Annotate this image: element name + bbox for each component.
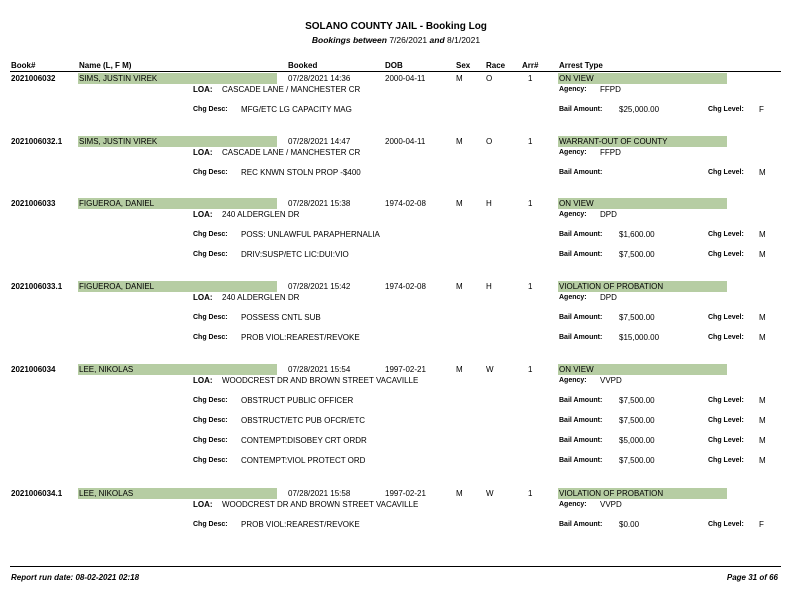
booked-datetime: 07/28/2021 14:47 [288, 137, 351, 146]
chg-desc-label: Chg Desc: [193, 251, 228, 258]
agency-value: FFPD [600, 85, 621, 94]
report-title: SOLANO COUNTY JAIL - Booking Log [305, 21, 487, 32]
agency-label: Agency: [559, 294, 587, 301]
date-of-birth: 1974-02-08 [385, 282, 426, 291]
agency-label: Agency: [559, 501, 587, 508]
header-rule [10, 71, 781, 72]
agency-label: Agency: [559, 211, 587, 218]
charge-level: M [759, 456, 766, 465]
date-of-birth: 1997-02-21 [385, 365, 426, 374]
race-value: H [486, 199, 492, 208]
book-number: 2021006032 [11, 74, 56, 83]
race-value: O [486, 137, 493, 146]
sex-value: M [456, 489, 463, 498]
sex-value: M [456, 282, 463, 291]
agency-label: Agency: [559, 377, 587, 384]
chg-desc-label: Chg Desc: [193, 457, 228, 464]
loa-value: WOODCREST DR AND BROWN STREET VACAVILLE [222, 500, 419, 509]
charge-description: PROB VIOL:REAREST/REVOKE [241, 333, 360, 342]
bail-amount: $5,000.00 [619, 436, 655, 445]
subtitle-and: and [429, 35, 445, 45]
arrest-count: 1 [528, 199, 533, 208]
column-header-race: Race [486, 61, 506, 70]
chg-level-label: Chg Level: [708, 437, 744, 444]
sex-value: M [456, 74, 463, 83]
chg-desc-label: Chg Desc: [193, 169, 228, 176]
loa-value: CASCADE LANE / MANCHESTER CR [222, 148, 361, 157]
arrest-count: 1 [528, 489, 533, 498]
inmate-name-highlight: FIGUEROA, DANIEL [78, 281, 277, 292]
bail-amount-label: Bail Amount: [559, 231, 603, 238]
column-header-dob: DOB [385, 61, 403, 70]
charge-level: M [759, 230, 766, 239]
charge-level: F [759, 520, 764, 529]
chg-level-label: Chg Level: [708, 521, 744, 528]
charge-level: M [759, 416, 766, 425]
bail-amount-label: Bail Amount: [559, 169, 603, 176]
arrest-count: 1 [528, 365, 533, 374]
agency-label: Agency: [559, 149, 587, 156]
agency-label: Agency: [559, 86, 587, 93]
chg-desc-label: Chg Desc: [193, 397, 228, 404]
charge-level: M [759, 436, 766, 445]
charge-description: REC KNWN STOLN PROP -$400 [241, 168, 361, 177]
bail-amount-label: Bail Amount: [559, 334, 603, 341]
agency-value: VVPD [600, 376, 622, 385]
chg-desc-label: Chg Desc: [193, 417, 228, 424]
bail-amount: $7,500.00 [619, 313, 655, 322]
bail-amount: $1,600.00 [619, 230, 655, 239]
bail-amount-label: Bail Amount: [559, 437, 603, 444]
date-of-birth: 2000-04-11 [385, 74, 426, 83]
loa-label: LOA: [193, 148, 213, 157]
date-of-birth: 1997-02-21 [385, 489, 426, 498]
chg-desc-label: Chg Desc: [193, 521, 228, 528]
bail-amount-label: Bail Amount: [559, 314, 603, 321]
sex-value: M [456, 137, 463, 146]
bail-amount: $7,500.00 [619, 250, 655, 259]
start-date: 7/26/2021 [389, 35, 428, 45]
arrest-type-highlight: ON VIEW [558, 198, 727, 209]
bail-amount: $25,000.00 [619, 105, 660, 114]
bail-amount-label: Bail Amount: [559, 417, 603, 424]
book-number: 2021006032.1 [11, 137, 63, 146]
column-header-booked: Booked [288, 61, 318, 70]
charge-description: CONTEMPT:VIOL PROTECT ORD [241, 456, 366, 465]
charge-description: OBSTRUCT PUBLIC OFFICER [241, 396, 354, 405]
chg-desc-label: Chg Desc: [193, 437, 228, 444]
bail-amount: $7,500.00 [619, 396, 655, 405]
booked-datetime: 07/28/2021 15:54 [288, 365, 351, 374]
chg-desc-label: Chg Desc: [193, 334, 228, 341]
race-value: W [486, 489, 494, 498]
arrest-type-highlight: ON VIEW [558, 73, 727, 84]
chg-level-label: Chg Level: [708, 169, 744, 176]
loa-value: 240 ALDERGLEN DR [222, 293, 300, 302]
column-header-arrest-type: Arrest Type [559, 61, 603, 70]
chg-desc-label: Chg Desc: [193, 314, 228, 321]
bail-amount-label: Bail Amount: [559, 521, 603, 528]
booked-datetime: 07/28/2021 15:58 [288, 489, 351, 498]
charge-level: M [759, 333, 766, 342]
column-header-sex: Sex [456, 61, 471, 70]
loa-value: WOODCREST DR AND BROWN STREET VACAVILLE [222, 376, 419, 385]
bail-amount-label: Bail Amount: [559, 106, 603, 113]
sex-value: M [456, 199, 463, 208]
chg-desc-label: Chg Desc: [193, 106, 228, 113]
loa-label: LOA: [193, 210, 213, 219]
inmate-name-highlight: SIMS, JUSTIN VIREK [78, 136, 277, 147]
chg-level-label: Chg Level: [708, 417, 744, 424]
loa-label: LOA: [193, 376, 213, 385]
agency-value: DPD [600, 210, 617, 219]
charge-description: OBSTRUCT/ETC PUB OFCR/ETC [241, 416, 366, 425]
footer-rule [10, 566, 781, 567]
agency-value: FFPD [600, 148, 621, 157]
charge-level: M [759, 313, 766, 322]
date-of-birth: 2000-04-11 [385, 137, 426, 146]
loa-label: LOA: [193, 85, 213, 94]
bail-amount: $7,500.00 [619, 456, 655, 465]
agency-value: DPD [600, 293, 617, 302]
booked-datetime: 07/28/2021 14:36 [288, 74, 351, 83]
charge-level: M [759, 168, 766, 177]
loa-value: CASCADE LANE / MANCHESTER CR [222, 85, 361, 94]
charge-description: PROB VIOL:REAREST/REVOKE [241, 520, 360, 529]
book-number: 2021006034 [11, 365, 56, 374]
book-number: 2021006033.1 [11, 282, 63, 291]
race-value: H [486, 282, 492, 291]
booked-datetime: 07/28/2021 15:42 [288, 282, 351, 291]
sex-value: M [456, 365, 463, 374]
booked-datetime: 07/28/2021 15:38 [288, 199, 351, 208]
bail-amount: $0.00 [619, 520, 640, 529]
loa-label: LOA: [193, 500, 213, 509]
charge-description: DRIV:SUSP/ETC LIC:DUI:VIO [241, 250, 349, 259]
chg-desc-label: Chg Desc: [193, 231, 228, 238]
subtitle-prefix: Bookings between [311, 35, 387, 45]
bail-amount-label: Bail Amount: [559, 251, 603, 258]
charge-level: F [759, 105, 764, 114]
column-header-arr: Arr# [522, 61, 539, 70]
arrest-type-highlight: VIOLATION OF PROBATION [558, 488, 727, 499]
charge-description: POSSESS CNTL SUB [241, 313, 321, 322]
chg-level-label: Chg Level: [708, 106, 744, 113]
arrest-type-highlight: ON VIEW [558, 364, 727, 375]
arrest-count: 1 [528, 282, 533, 291]
inmate-name-highlight: LEE, NIKOLAS [78, 488, 277, 499]
bail-amount-label: Bail Amount: [559, 457, 603, 464]
bail-amount: $7,500.00 [619, 416, 655, 425]
bail-amount-label: Bail Amount: [559, 397, 603, 404]
end-date: 8/1/2021 [447, 35, 481, 45]
inmate-name-highlight: SIMS, JUSTIN VIREK [78, 73, 277, 84]
book-number: 2021006033 [11, 199, 56, 208]
arrest-type-highlight: WARRANT-OUT OF COUNTY [558, 136, 727, 147]
arrest-type-highlight: VIOLATION OF PROBATION [558, 281, 727, 292]
chg-level-label: Chg Level: [708, 314, 744, 321]
column-header-name: Name (L, F M) [79, 61, 132, 70]
page-number: Page 31 of 66 [726, 573, 778, 582]
report-run-date: Report run date: 08-02-2021 02:18 [11, 573, 140, 582]
loa-label: LOA: [193, 293, 213, 302]
column-header-book: Book# [11, 61, 36, 70]
inmate-name-highlight: LEE, NIKOLAS [78, 364, 277, 375]
chg-level-label: Chg Level: [708, 231, 744, 238]
race-value: O [486, 74, 493, 83]
race-value: W [486, 365, 494, 374]
charge-description: CONTEMPT:DISOBEY CRT ORDR [241, 436, 367, 445]
charge-level: M [759, 250, 766, 259]
charge-description: MFG/ETC LG CAPACITY MAG [241, 105, 352, 114]
charge-description: POSS: UNLAWFUL PARAPHERNALIA [241, 230, 380, 239]
arrest-count: 1 [528, 74, 533, 83]
charge-level: M [759, 396, 766, 405]
chg-level-label: Chg Level: [708, 334, 744, 341]
loa-value: 240 ALDERGLEN DR [222, 210, 300, 219]
inmate-name-highlight: FIGUEROA, DANIEL [78, 198, 277, 209]
arrest-count: 1 [528, 137, 533, 146]
agency-value: VVPD [600, 500, 622, 509]
book-number: 2021006034.1 [11, 489, 63, 498]
chg-level-label: Chg Level: [708, 457, 744, 464]
report-subtitle [0, 35, 792, 45]
date-of-birth: 1974-02-08 [385, 199, 426, 208]
bail-amount: $15,000.00 [619, 333, 660, 342]
chg-level-label: Chg Level: [708, 397, 744, 404]
chg-level-label: Chg Level: [708, 251, 744, 258]
